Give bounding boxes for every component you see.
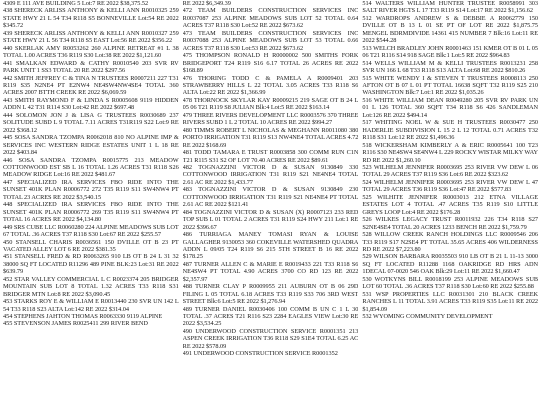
listing-entry: 451 STANSELL FRED & RD R0063265 910 LB OT B 24 L 31 32 38000 SQ FT LOCATED R11296 489 PINE BLK:23 Lot:31 RE 2022 $639.79	[3, 253, 179, 276]
listing-entry: 446 SOSA SANDRA TZOMPA R0015775 213 MEADOW COTTONWOOD EST SB L 16 TOTAL 1.26 ACRES T31 R118 S26 MEADOW RIDGE Lot:16 RE 2022 $481.67	[3, 156, 179, 179]
listing-entry: 440 SKERLAK AMY R0053262 260 ALPINE RETREAT #1 L 38 TOTAL 1.00 ACRES T36 R119 S30 Lot:38 RE 2022 $1,121.60	[3, 44, 179, 60]
listing-entry: 455 STEVENSON JAMES R0025411 299 RIVER BEND	[3, 320, 148, 328]
listing-entry: 490 UNDERWOOD CONSTRUCTION SERVICE R0001351 213 ASPEN CREEK IRRIGATION T36 R118 S29 S1E4 TOTAL 6.25 AC RE 2022 $578.09	[182, 327, 359, 350]
listing-entry: 448 SPECIALIZED IRA SERVICES FBO RIDE INTO THE SUNSET 401K PLAN R0006772 269 T35 R119 S11 SW4NW4 PT TOTAL 16 ACRES RE 2022 $4,134.80	[3, 201, 179, 224]
listing-entry: 480 TIMMS ROBERT L NICHOLAS & MEGHANN R0011080 380 PORTO IRRIGATION T31 R119 S13 NW4NE4 TOTAL ACRES 4.72 RE 2022 $168.69	[182, 126, 359, 149]
listing-entry: 443 SMITH RAYMOND F & LINDA S R0005608 9119 HIDDEN ADDN L 42 T31 R114 S30 Lot:42 RE 2022 $697.48	[3, 96, 179, 112]
listing-entry: 514 WELLS WILLIAM M & KELLI TRUSTEES R0013231 258 SVR UN 166 L 68 T33 R118 S13 ALTA Lot:68 RE 2022 $810.26	[362, 59, 539, 75]
listing-entry: 442 SMITH JEFFREY C & TINA N TRUSTEES R0007211 227 T31 R119 S35 N2NE4 PT E2NW4 NE4SW4NW4SE4 TOTAL 360 ACRES 2007 BTTH CREEK RE 2022 $6,069.59	[3, 74, 179, 97]
listing-entry: 472 TEAM BUILDERS CONSTRUCTION SERVICES INC R0037087 253 ALPINE MEADOWS SUB LOT 52 TOTAL 0.64 ACRES T37 R118 S30 Lot:52 RE 2022 $673.62	[182, 7, 359, 30]
listing-entry: 483 TOGNAZZINI VICTOR D & SUSAN 9130849 230 COTTONWOOD IRRIGATION T31 R119 S21 NE4NE4 PT TOTAL 2.61 AC RE 2022 $121.41	[182, 186, 359, 209]
listing-entry: 514 WALTERS WILLIAM HUNTER TRUSTEE R0058991 303 SALT RIVER HGTS L 17 T33 R119 S14 Lot:17 RE 2022 $1,156.62	[362, 0, 539, 15]
listing-entry: 475 THOMPSON RONALD H R0000002 500 SMITHS FORK BRIDGEPORT T24 R119 S16 6.17 TOTAL 26 ACRES RE 2022 $168.89	[182, 52, 359, 75]
listing-entry: 447 SPECIALIZED IRA SERVICES FBO RIDE INTO THE SUNSET 401K PLAN R0006772 272 T35 R119 S11 SW4NW4 PT TOTAL 23 ACRES RE 2022 $3,540.15	[3, 178, 179, 201]
listing-entry: 473 TEAM BUILDERS CONSTRUCTION SERVICES INC R0037088 253 ALPINE MEADOWS SUB LOT 53 TOTAL 0.66 ACRES T37 R118 S30 Lot:53 RE 2022 $673.62	[182, 29, 359, 52]
listing-entry: 531 WSP PROPERTIES LLC R0031301 210 BLACK CREEK RANCHES L 11 TOTAL 3.91 ACRES T33 R119 S35 Lot:11 RE 2022 $1,854.09	[362, 290, 539, 313]
listing-entry: 476 THORING TODD C & PAMELA A R0009401 203 STRAWBERRY HILLS L 22 TOTAL 3.05 ACRES T33 R118 S6 ALTA Lot:22 RE 2022 $1,366.99	[182, 74, 359, 97]
listing-entry: 487 TURNER ALLEN C & MARIE E R0019433 221 T33 R118 S6 NE4SW4 PT TOTAL 4.90 ACRES 3700 CO RD 123 RE 2022 $2,357.97	[182, 260, 359, 283]
listing-entry: 512 WARDROPS ANDREW S & DEBBIE A R0062779 150 DVILLE OT B 13 L 01 SE PT OF LOT RE 2022 $1,875.75 MENGEL BDRMDIVIDE 14361 415 NUMBER 7 Blk:16 Lot:11 RE 2022 $544.28	[362, 14, 539, 45]
listing-entry: 489 TURNER DANIEL R0030406 100 COMM B UN C 1 L 30 TOTAL .37 ACRES T21 R116 S23 2284 EAGLES VIEW Lot:30 RE 2022 $3,534.25	[182, 305, 359, 328]
listing-entry: 453 STARKS ROY E & WILLIAM E R0013440 230 SVR UN 142 L 54 T33 R118 S23 ALTA Lot:142 RE 2022 $314.04	[3, 298, 179, 313]
listing-entry: 444 SOLOMON JON J & LISA G TRUSTEES R0030689 237 SOLITUDE SUBD L 9 TOTAL 7.11 ACRES T31R119 S22 Lot:9 RE 2022 $368.12	[3, 111, 179, 134]
listing-entry: 530 WOTKYNS BILL R0018199 253 ALPINE MEADOWS SUB LOT 60 TOTAL .36 ACRES T37 R118 S30 Lot:60 RE 2022 $255.88	[362, 275, 539, 291]
listing-entry: 482 TOGNAZZINI VICTOR D & SUSAN 9130849 330 COTTONWOOD IRRIGATION T31 R119 S21 NE4NE4 TOTAL 2.61 AC RE 2022 $1,433.77	[182, 163, 359, 186]
listing-entry: 524 WILHELM JENNIFER R0003695 253 RIVER VW DEW L 47 TOTAL 29 ACRES T36 R119 S36 Lot:47 RE 2022 $577.83	[362, 178, 539, 194]
listing-entry: 479 THREE RIVERS DEVELOPMENT LLC R0003576 370 THREE RIVERS SUBD 1 L 2 TOTAL 10 ACRES RE 2022 $994.27	[182, 111, 359, 127]
listing-entry: 481 TODD TAMARA E TRUST R0003858 300 COMM RUN C1N T21 R115 S31 S2 OF LOT 70.40 ACRES RE 2022 $89.61	[182, 149, 359, 164]
listing-entry: 525 WILHITE JENNIFER R0003013 212 ETNA VILLAGE ESTATES LOT 4 TOTAL .47 ACRES T35 R119 S10 LITTLE GREYS LOOP Lot:4 RE 2022 $176.28	[362, 193, 539, 216]
text-column-2	[183, 0, 359, 400]
listing-entry: 532 WYOMING COMMUNITY DEVELOPMENT	[362, 313, 493, 321]
listing-entry: 526 WILKES LEGACY TRUST R0011932 226 T34 R118 S27 S2NE4SE4 TOTAL 20 ACRES 1233 BENCH RE 2022 $1,759.79	[362, 216, 539, 231]
listing-entry: 529 WILSON BARBARA R0035503 910 LB OT B 21 L 11-13 3000 SQ FT LOCATED R11288 1168 OAKRIDGE RD HRS ADN 1DECAL 07-0020 546 OAK Blk:29 Lot:11 RE 2022 $1,660.47	[362, 253, 539, 276]
text-column-3	[362, 0, 538, 400]
listing-entry: 486 TURRIAGA MANEY TOMASI RYAN & LOUISE GALLAGHER 9130053 360 COKEVILLE WATERSHED QUADRA ADDN L 09/05 T24 R119 S6 215 5TH STREET B 16 RE 2022 $178.25	[182, 231, 359, 261]
listing-entry: 517 WHITING NOEL W & SUE H TRUSTEES R0030477 250 HADERLIE SUBDIVISION L 15 2 L 12 TOTAL 0.71 ACRES T32 R118 S31 Lot:12 RE 2022 $1,496.36	[362, 119, 539, 142]
listing-entry: RE 2022 $6,349.39	[182, 0, 231, 7]
listing-entry: 513 WELCH BRADLEY JOHN R0001463 151 KMER OT B 01 L 05 06 T21 R116 S14 918 SAGE Blk:1 Lot:5 RE 2022 $964.83	[362, 44, 539, 60]
listing-entry: 478 THORNOCK SKYLAR KAY R0009215 219 SAGE OT B 24 L 05 06 T21 R119 S8 JULIAN Blk:4 Lot:5 RE 2022 $163.14	[182, 96, 359, 112]
listing-entry: 488 TURNER CLAY P R0009955 211 AUBURN OT B 06 29D FILING L 05 TOTAL 6.18 ACRES T33 R119 S33 706 3RD WEST STREET Blk:6 Lot:5 RE 2022 $1,276.94	[182, 283, 359, 306]
listing-entry: 438 SHERECK ARLISS ANTHONY & KELLI ANN R0010325 259 STATE HWY 21 L 54 T34 R118 S5 BONNEVILLE Lot:54 RE 2022 $345.72	[3, 7, 179, 30]
listing-entry: 439 SHERECK ARLISS ANTHONY & KELLI ANN R0010327 259 STATE HWY 21 L 56 T34 R118 S5 EAST Lot:56 RE 2022 $356.22	[3, 29, 179, 45]
listing-entry: 484 TOGNAZZINI VICTOR D & SUSAN (X) R0007123 233 RED TOP SUB L 01 TOTAL 2 ACRES T31 R119 S24 HWY 211 Lot:1 RE 2022 $396.67	[182, 208, 359, 231]
listing-entry: 523 WILHELM JENNIFER R0003695 253 RIVER VW DEW L 06 TOTAL 29 ACRES T37 R119 S36 Lot:6 RE 2022 $323.62	[362, 163, 539, 179]
listing-entry: 516 WHITE WILLIAM DEAN R0049280 205 SVR RV PARK UN 01 L 126 TOTAL 360 SQFT T34 R118 S6 426 SANDLEMAN Lot:126 RE 2022 $494.14	[362, 96, 539, 119]
listing-entry: 4309 E 111 AVE BUILDING 5 Lot:7 RE 2022 $38,375.52	[3, 0, 149, 7]
listing-entry: 518 WICKERSHAM KIMBERLY A & ERIC R0005641 100 T23 R116 S30 NE4SW4 SE4NW4 L 229 ROCKY WISTAR MILKY WAY RD RE 2022 $1,260.10	[362, 141, 539, 164]
listing-entry: 449 SRS CUBE LLC R0060280 224 ALPINE MEADOWS SUB LOT 67 TOTAL .36 ACRES T37 R118 S30 Lot:67 RE 2022 $255.57	[3, 223, 179, 239]
listing-entry: 454 STEPHENS JAHTON THOMAS R0063330 9119 ALPINE	[3, 313, 163, 321]
listing-entry: 441 SMALKAN EDWARD & CATHY R0010540 203 SVR RV PARK UNIT 1 SS3 TOTAL 20 RE 2022 $297.56	[3, 59, 179, 75]
listing-entry: 452 STAR VALLEY COMMERCIAL L C R0023374 205 BRIDGER MOUNTAIN SUB LOT 8 TOTAL 1.32 ACRES T33 R118 S31 BRIDGER MTN Lot:8 RE 2022 $3,090.45	[3, 275, 179, 298]
listing-entry: 450 STANSELL CHARIS R0036561 150 DVILLE OT B 23 PT VACATED ALLEY LOT 6 RE 2022 $381.35	[3, 238, 179, 253]
text-column-1	[3, 0, 179, 400]
listing-entry: 528 WILLOW CREEK RANCH HOLDINGS LLC R0009546 206 T33 R119 S17 N2SE4 PT TOTAL 35.65 ACRES 406 WILDERNESS RD RE 2022 $7,223.80	[362, 231, 539, 253]
listing-entry: 515 WHITE WENDY I & STEVEN T TRUSTEES R0008113 250 AFTON OT B 07 L 01 PT TOTAL 16638 SQFT T32 R119 S25 210 WASHINGTON Blk:7 Lot:1 RE 2022 $1,035.26	[362, 74, 539, 97]
listing-entry: 445 SOSA SANDRA TZOMPA R0062018 810 NO ALPINE IMP & SERVICES INC WESTERN RIDGE ESTATES UNIT 1 L 18 RE 2022 $403.84	[3, 134, 179, 157]
listing-entry: 491 UNDERWOOD CONSTRUCTION SERVICE R0001352	[182, 350, 338, 358]
